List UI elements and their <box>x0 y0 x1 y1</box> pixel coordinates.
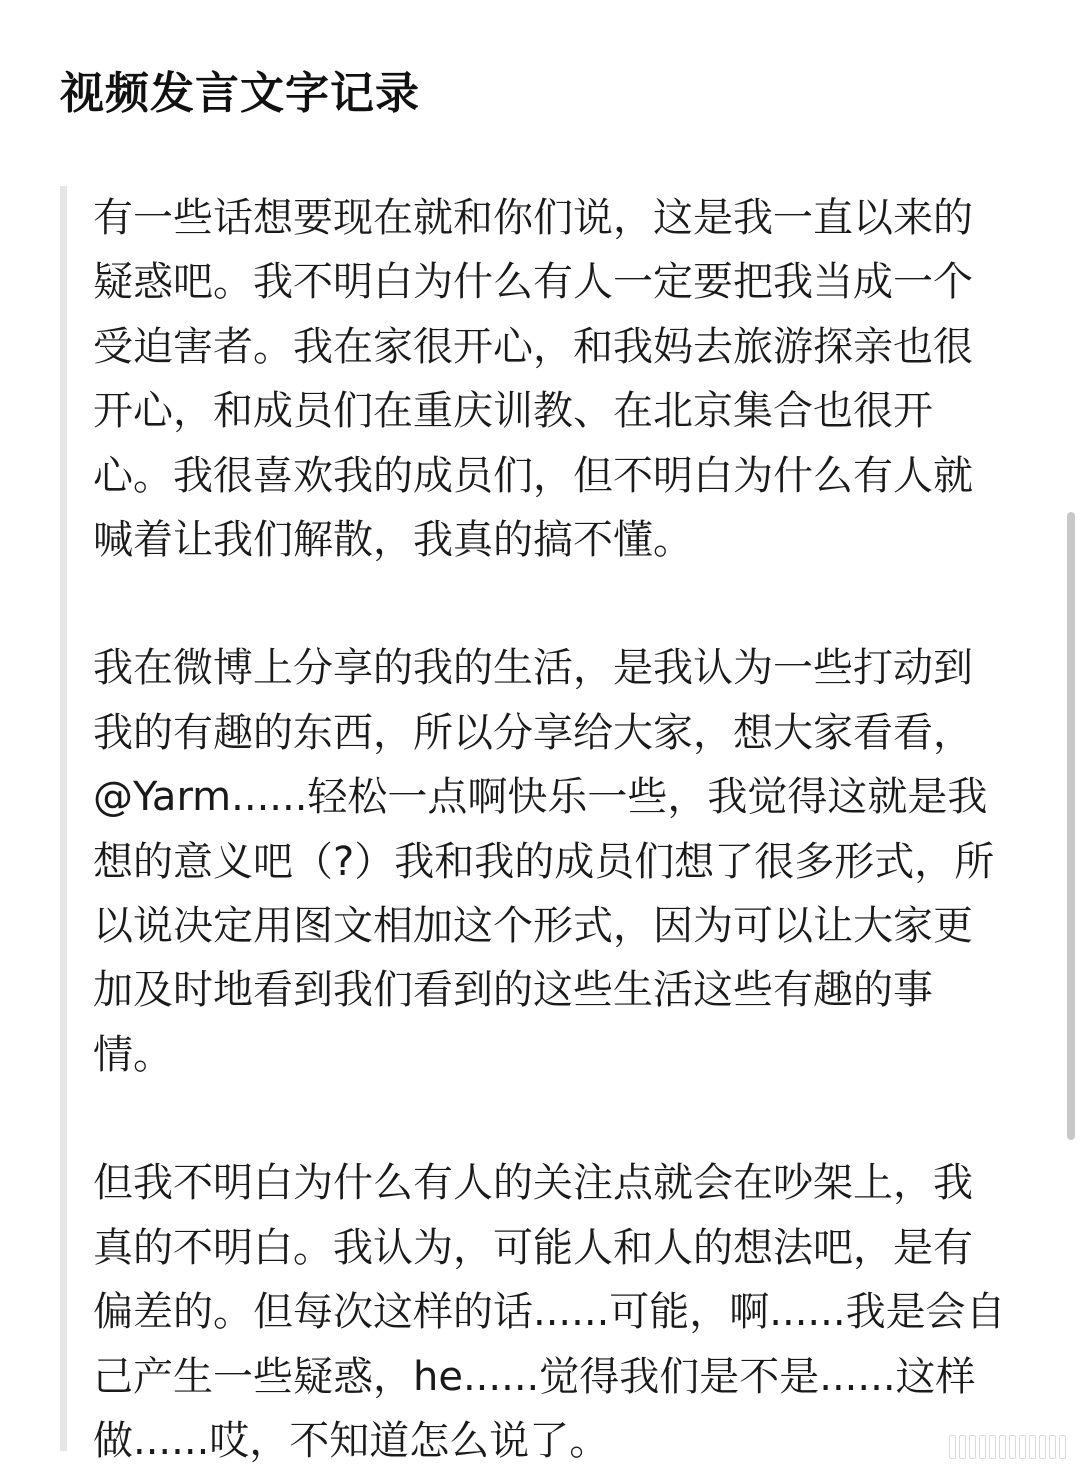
paragraph-3: 但我不明白为什么有人的关注点就会在吵架上，我 真的不明白。我认为，可能人和人的想法吧，是有 偏差的。但每次这样的话......可能，啊......我是会自 己产生一些疑惑，he......觉得我们是不是......这样 做......哎，不知道怎么说了。 <box>93 1160 1006 1464</box>
paragraph-2: 我在微博上分享的我的生活，是我认为一些打动到 我的有趣的东西，所以分享给大家，想大家看看， @Yarm......轻松一点啊快乐一些，我觉得这就是我 想的意义吧（?）我和我的成员们想了很多形式，所 以说决定用图文相加这个形式，因为可以让大家更 加及时地看到我们看到的这些生活这些有趣的事 情。 <box>93 645 995 1078</box>
watermark-stripe <box>989 1435 996 1459</box>
watermark-logo <box>949 1435 1066 1459</box>
watermark-stripe <box>959 1435 966 1459</box>
watermark-stripe <box>969 1435 976 1459</box>
watermark-stripe <box>1059 1435 1066 1459</box>
watermark-stripe <box>1049 1435 1056 1459</box>
watermark-stripe <box>979 1435 986 1459</box>
watermark-stripe <box>1029 1435 1036 1459</box>
watermark-stripe <box>1019 1435 1026 1459</box>
quote-block <box>60 186 1020 1464</box>
scrollbar[interactable] <box>1064 0 1080 1465</box>
watermark-stripe <box>999 1435 1006 1459</box>
watermark-stripe <box>1039 1435 1046 1459</box>
quote-text <box>93 186 1023 1473</box>
paragraph-1: 有一些话想要现在就和你们说，这是我一直以来的 疑惑吧。我不明白为什么有人一定要把我当成一个 受迫害者。我在家很开心，和我妈去旅游探亲也很 开心，和成员们在重庆训教、在北京集合也很开 心。我很喜欢我的成员们，但不明白为什么有人就 喊着让我们解散，我真的搞不懂。 <box>93 195 973 564</box>
scrollbar-thumb[interactable] <box>1067 512 1075 1140</box>
page-title: 视频发言文字记录 <box>60 68 420 119</box>
watermark-stripe <box>949 1435 956 1459</box>
watermark-stripe <box>1009 1435 1016 1459</box>
